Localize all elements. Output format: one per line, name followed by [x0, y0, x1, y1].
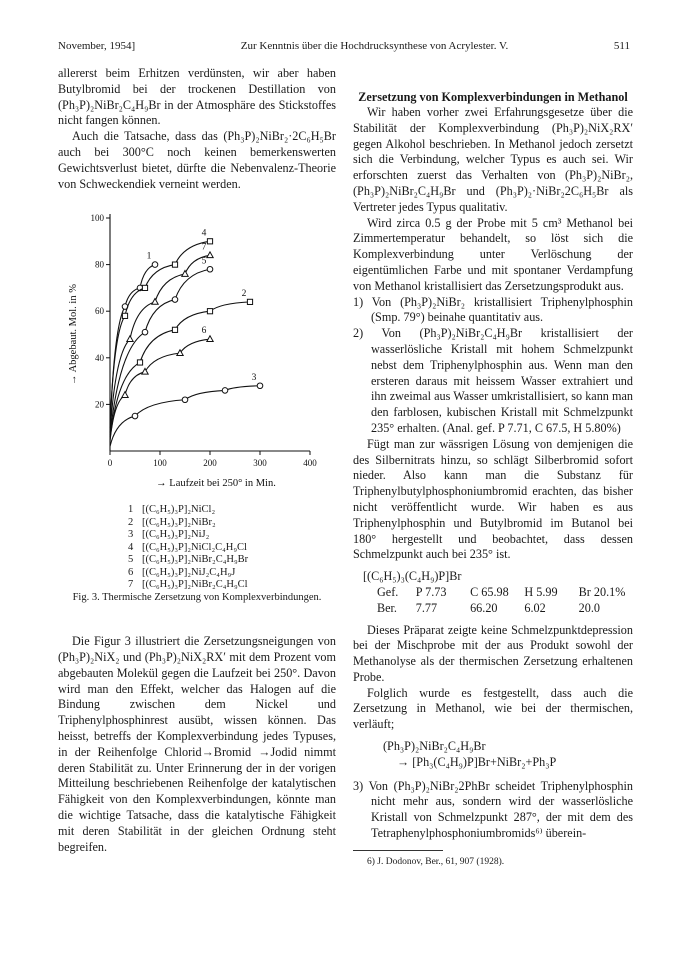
data-point [182, 397, 188, 403]
legend-entry-6: 6 [(C₆H₅)₃P]₂NiJ₂C₄H₉J [128, 566, 236, 578]
series-label-3: 3 [251, 373, 257, 384]
data-point [207, 336, 213, 342]
data-point [142, 286, 147, 291]
series-label-2: 2 [241, 289, 247, 300]
right-paragraph-4: Dieses Präparat zeigte keine Schmelzpunktdepression bei der Mischprobe mit der aus Produkt sowohl der Methanolyse als der thermischen Zersetzung erhaltenen Probe. [353, 622, 633, 684]
data-point [127, 336, 133, 342]
figure-3 [62, 206, 336, 501]
reaction-equation [383, 739, 633, 771]
data-point [207, 252, 213, 258]
analysis-found-row: Gef. P 7.73 C 65.98 H 5.99 Br 20.1% [377, 584, 626, 599]
data-point [122, 314, 127, 319]
data-point [172, 297, 178, 303]
series-line-7 [110, 256, 210, 435]
right-paragraph-5: Folglich wurde es festgestellt, dass auch die Zersetzung in Methanol, wie bei der thermischen, verläuft; [353, 685, 633, 732]
series-line-6 [110, 340, 210, 443]
data-point [132, 414, 138, 420]
series-line-4 [110, 242, 210, 428]
left-paragraph-2: Auch die Tatsache, dass das (Ph₃P)₂NiBr₂·2C₆H₅Br auch bei 300°C noch keinen bemerkenswerten Gewichtsverlust bietet, dürfte die Nebenvalenz-Theorie von Schweckendiek verneint werden. [58, 129, 336, 191]
data-point [142, 330, 148, 336]
y-axis-label: → Abgebaut. Mol. in % [68, 284, 79, 386]
data-point [247, 300, 252, 305]
legend-entry-4: 4 [(C₆H₅)₃P]₂NiCl₂C₄H₉Cl [128, 541, 247, 553]
right-column [353, 66, 633, 871]
data-point [152, 262, 158, 268]
series-label-6: 6 [201, 326, 207, 337]
list-item-3: 3) Von (Ph₃P)₂NiBr₂2PhBr scheidet Triphenylphosphin nicht mehr aus, sondern wird der wasserlösliche Kristall von Schmelzpunkt 287°, der mit dem des Tetraphenylphosphoniumbromids⁶⁾ überein- [353, 778, 633, 841]
footnote: 6) J. Dodonov, Ber., 61, 907 (1928). [367, 856, 505, 867]
figure-caption: Fig. 3. Thermische Zersetzung von Komplexverbindungen. [72, 591, 322, 603]
data-point [207, 309, 212, 314]
x-tick-label: 300 [253, 458, 267, 469]
y-tick-label: 40 [95, 353, 104, 364]
y-tick-label: 60 [95, 306, 104, 317]
series-line-2 [110, 302, 250, 439]
legend-entry-7: 7 [(C₆H₅)₃P]₂NiBr₂C₄H₉Cl [128, 579, 248, 591]
equation-line-2: → [Ph₃(C₄H₉)P]Br+NiBr₂+Ph₃P [397, 754, 557, 769]
series-label-5: 5 [201, 256, 207, 267]
header-page-number: 511 [613, 40, 630, 52]
data-point [137, 360, 142, 365]
legend-entry-1: 1 [(C₆H₅)₃P]₂NiCl₂ [128, 504, 216, 516]
x-tick-label: 0 [107, 458, 113, 469]
data-point [222, 388, 228, 394]
right-paragraph-3: Fügt man zur wässrigen Lösung von demjenigen die des Silbernitrats hinzu, so schlägt Silberbromid sofort nieder. Also kann man die Substanz für Triphenylbutylphosphoniumbromid erachten, das bisher nicht veröffentlicht wurde. Wir haben es aus Triphenylphosphin und Butylbromid im Butanol bei 180° hergestellt und beobachtet, dass dessen Schmelzpunkt auch bei 235° ist. [353, 436, 633, 562]
data-point [122, 392, 128, 398]
data-point [257, 383, 263, 389]
left-paragraph-3: Die Figur 3 illustriert die Zersetzungsneigungen von (Ph₃P)₂NiX₂ und (Ph₃P)₂NiX₂RX′ mit dem Prozent vom abgebauten Molekül gegen die Laufzeit bei 250°. Davon wird man den Effekt, welcher das Halogen auf die Bindung zwischen dem Nickel und Triphenylphosphinrest ausübt, wissen können. Das heisst, betreffs der Komplexverbindung jedes Typuses, in der Reihenfolge Chlorid→Bromid →Jodid nimmt deren Stabilität zu. Unter Erinnerung der in der vorigen Mitteilung beschriebenen Reihenfolge der katalytischen Fähigkeit von den Komplexverbindungen, könnte man die wichtige Tatsache, dass die katalytische Fähigkeit mit deren Stabilität in der gleichen Ordnung steht begreifen. [58, 634, 336, 854]
data-point [142, 369, 148, 375]
header-date: November, 1954] [58, 40, 136, 52]
x-axis-label: → Laufzeit bei 250° in Min. [156, 478, 276, 490]
data-point [172, 328, 177, 333]
list-item-1: 1) Von (Ph₃P)₂NiBr₂ kristallisiert Triphenylphosphin (Smp. 79°) beinahe quantitativ aus. [353, 294, 633, 325]
legend-entry-5: 5 [(C₆H₅)₃P]₂NiBr₂C₄H₉Br [128, 554, 249, 566]
analysis-calculated-row: Ber. 7.77 66.20 6.02 20.0 [377, 600, 600, 615]
right-paragraph-1: Wir haben vorher zwei Erfahrungsgesetze über die Stabilität der Komplexverbindung (Ph₃P)₂NiX₂RX′ gegen Alkohol beschrieben. In Methanol jedoch zersetzt sich die Verbindung, welcher Typus es auch sei. Wir erforschten zuerst das Verhalten von (Ph₃P)₂NiBr₂, (Ph₃P)₂NiBr₂C₄H₉Br und (Ph₃P)₂·NiBr₂2C₆H₅Br als Vertreter jedes Typus qualitativ. [353, 105, 633, 214]
analysis-block [363, 569, 633, 616]
footnote-rule [353, 850, 443, 851]
series-label-7: 7 [201, 242, 207, 253]
data-point [172, 262, 177, 267]
equation-line-1: (Ph₃P)₂NiBr₂C₄H₉Br [383, 739, 486, 754]
compound-formula: [(C₆H₅)₃(C₄H₉)P]Br [363, 569, 462, 584]
left-column [58, 66, 336, 855]
header-running-title: Zur Kenntnis über die Hochdrucksynthese von Acrylester. V. [240, 40, 509, 52]
figure-legend [58, 504, 336, 604]
data-point [152, 299, 158, 305]
section-title: Zersetzung von Komplexverbindungen in Methanol [358, 90, 628, 104]
list-item-2: 2) Von (Ph₃P)₂NiBr₂C₄H₉Br kristallisiert der wasserlösliche Kristall mit hohem Schmelzpunkt nebst dem Triphenylphosphin aus. Wenn man den ersteren daraus mit heissem Wasser extrahiert und ihn zweimal aus Wasser umkristallisiert, so kann man den farblosen, kubischen Kristall mit Schmelzpunkt 235° erhalten. (Anal. gef. P 7.71, C 67.5, H 5.80%) [353, 326, 633, 435]
legend-entry-3: 3 [(C₆H₅)₃P]₂NiJ₂ [128, 529, 210, 541]
legend-entry-2: 2 [(C₆H₅)₃P]₂NiBr₂ [128, 516, 216, 528]
x-tick-label: 400 [303, 458, 317, 469]
series-label-1: 1 [146, 251, 152, 262]
right-paragraph-2: Wird zirca 0.5 g der Probe mit 5 cm³ Methanol bei Zimmertemperatur behandelt, so löst sich die Komplexverbindung unter Verlöschung der eigentümlichen Farbe und mit spontaner Verdampfung von Methanol kristallisiert das Zersetzungsprodukt aus. [353, 215, 633, 293]
series-label-4: 4 [201, 228, 207, 239]
y-tick-label: 100 [90, 213, 104, 224]
x-tick-label: 100 [153, 458, 167, 469]
data-point [182, 271, 188, 277]
data-point [207, 267, 213, 273]
series-line-5 [110, 270, 210, 438]
data-point [207, 239, 212, 244]
running-header [58, 40, 630, 52]
x-tick-label: 200 [203, 458, 217, 469]
left-paragraph-1: allererst beim Erhitzen verdünsten, wir aber haben Butylbromid bei der trockenen Destillation von (Ph₃P)₂NiBr₂C₄H₉Br in der Atmosphäre des Stickstoffes nicht fangen können. [58, 66, 336, 128]
y-tick-label: 20 [95, 399, 104, 410]
y-tick-label: 80 [95, 259, 104, 270]
decomposition-chart [62, 206, 332, 496]
